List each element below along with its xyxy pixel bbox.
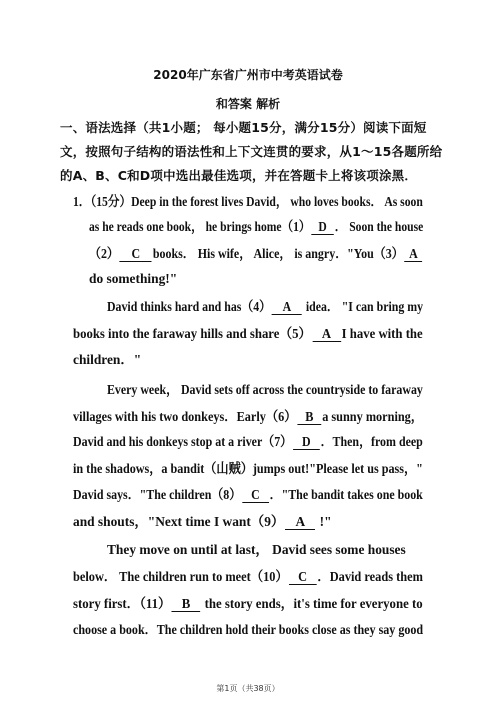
passage-line	[73, 487, 423, 503]
passage-line	[73, 461, 423, 477]
answer-blank-8: C	[242, 488, 269, 503]
passage-text: I have with the	[341, 326, 423, 341]
passage-text: ． Soon the house	[334, 219, 424, 234]
answer-blank-4: A	[272, 300, 302, 315]
answer-blank-6: B	[297, 410, 321, 425]
passage-text: David and his donkeys stop at a river（7）	[73, 434, 293, 449]
passage-text: 1．（15分）Deep in the forest lives David， who loves books． As soon	[73, 194, 423, 209]
answer-blank-9: A	[285, 515, 315, 530]
passage-text: villages with his two donkeys．Early（6）	[73, 409, 297, 424]
document-title: 2020年广东省广州市中考英语试卷	[153, 68, 343, 82]
passage-line	[73, 409, 423, 425]
passage-line	[73, 622, 423, 638]
passage-line	[73, 326, 423, 342]
passage-text: idea． "I can bring my	[302, 299, 424, 314]
answer-blank-11: B	[172, 597, 201, 612]
passage-line	[73, 434, 423, 450]
passage-text: books． His wife， Alice， is angry．"You（3）	[152, 246, 404, 261]
answer-blank-7: D	[293, 435, 320, 450]
answer-blank-10: C	[289, 570, 317, 585]
passage-line	[73, 352, 141, 368]
passage-text: children．"	[73, 352, 142, 367]
passage-text: Every week， David sets off across the countryside to faraway	[107, 382, 423, 397]
document-subtitle: 和答案 解析	[215, 97, 281, 111]
answer-blank-5: A	[312, 327, 341, 342]
section-heading-line-3: 的A、B、C和D项中选出最佳选项，并在答题卡上将该项涂黑．	[60, 168, 418, 183]
answer-blank-1: D	[311, 220, 333, 235]
passage-text: in the shadows，a bandit（山贼）jumps out!"Please let us pass，"	[73, 461, 423, 476]
passage-text: story first．（11）	[73, 596, 171, 611]
passage-line	[89, 219, 423, 235]
page-footer: 第1页（共38页）	[216, 684, 280, 693]
section-heading-line-2: 文，按照句子结构的语法性和上下文连贯的要求，从1～15各题所给	[60, 144, 443, 159]
passage-text: a sunny morning，	[322, 409, 424, 424]
passage-text: ．"The bandit takes one book	[269, 487, 423, 502]
passage-text: choose a book．The children hold their books close as they say good	[73, 622, 424, 637]
passage-line	[73, 514, 332, 530]
passage-line	[89, 271, 177, 287]
passage-text: do something!"	[89, 271, 178, 286]
passage-text: They move on until at last， David sees some houses	[107, 542, 406, 557]
passage-text: as he reads one book， he brings home（1）	[89, 219, 311, 234]
passage-text: !"	[316, 514, 332, 529]
passage-text: David says．"The children（8）	[73, 487, 242, 502]
passage-line	[73, 596, 423, 612]
passage-text: ．David reads them	[317, 569, 423, 584]
section-heading-line-1: 一、语法选择（共1小题； 每小题15分，满分15分）阅读下面短	[60, 120, 427, 135]
passage-line	[73, 194, 423, 210]
passage-text: the story ends，it's time for everyone to	[201, 596, 423, 611]
passage-text: below． The children run to meet（10）	[73, 569, 288, 584]
passage-line	[89, 246, 423, 262]
passage-line	[107, 299, 423, 315]
passage-line	[107, 542, 406, 558]
passage-line	[107, 382, 423, 398]
passage-text: and shouts，"Next time I want（9）	[73, 514, 285, 529]
passage-text: David thinks hard and has（4）	[107, 299, 272, 314]
passage-text: ．Then，from deep	[320, 434, 423, 449]
passage-text: books into the faraway hills and share（5）	[73, 326, 312, 341]
passage-text: （2）	[89, 246, 119, 261]
answer-blank-3: A	[405, 247, 423, 262]
answer-blank-2: C	[120, 247, 152, 262]
passage-line	[73, 569, 423, 585]
